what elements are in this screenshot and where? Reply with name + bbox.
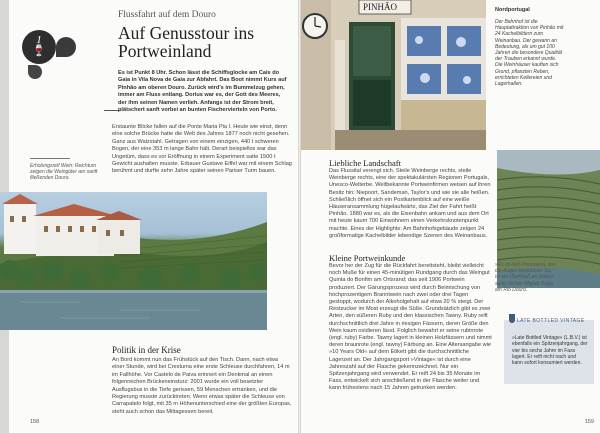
port-wine-body: Bevor her der Zug für die Rückfahrt bereitsteht, bleibt vielleicht noch Muße für einen 45-minütigen Rundgang durch das Weingut Quinta do Bonfim am Ortsrand; das seit 1906 Portwein produziert. Der Gärungsprozess wird durch Beimischung von hochprozentigem Branntwein nach zwei oder drei Tagen gestoppt, wodurch der Alkoholgehalt auf etwa 20 % steigt. Der Restzucker im Most erzeugt die Süße. Grundsätzlich gibt es zwei Arten, den süßeren Ruby und den klassischen Tawny. Ruby reift durchschnittlich drei Jahre in riesigen Fässern, deren Größe den Wein kaum oxidieren lässt. Folglich bewahrt er seine rubinrote (engl. ruby) Farbe. Tawny lagert in kleinen Holzfässern und nimmt deren braunrote (engl. tawny) Färbung an. Eine Altersangabe wie »10 Years Old« auf dem Etikett gibt die durchschnittliche Lagerzeit an. Der Jahrgangsport »Vintage« ist durch eine Jahreszahl auf der Flasche gekennzeichnet. Nur ein Spitzenjahrgang wird verwendet. Er reift 24 bis 35 Monate im Fass, entwickelt sich anschließend in der Flasche weiter und kann frühestens nach 15 Jahren getrunken werden.: [329, 263, 492, 392]
page-number: 159: [584, 419, 594, 425]
vineyard-caption: »Es ist kein Panorama, das die Augen bestaunen. Es ist ein Übermaß an Natur«, sang Dichter Miguel Torga am Rio Douro.: [495, 262, 556, 293]
station-photo: [301, 0, 486, 150]
drop-icon: [56, 37, 76, 57]
caption-divider: [30, 158, 70, 159]
drop-icon: [28, 65, 42, 79]
photo-caption: Erholungsreif Wein: Reichtum zeigen die Weingüter am sanft fließenden Douro.: [30, 163, 98, 182]
page-number: 158: [30, 419, 40, 425]
wine-glass-icon: [509, 314, 515, 323]
chapter-badge: [22, 30, 56, 64]
article-title: Auf Genusstour ins Portweinland: [118, 23, 255, 61]
winery-illustration: [0, 192, 267, 330]
article-lead: Es ist Punkt 8 Uhr. Schon lässt die Schiffsglocke am Cais do Gaia in Vila Nova de Gaia zur Abfahrt. Das Boot nimmt Kurs auf Pinhão am oberen Douro. Zurück wird's im Bummelzug gehen, immer am Fluss entlang. Dorius war es, der Gott des Meeres, der ihm seinen Namen verlieh. Anfangs ist der Strom breit, plätschert sanft vorbei an bunten Fischervierteln von Porto.: [118, 70, 287, 114]
landscape-heading: Liebliche Landschaft: [329, 158, 401, 168]
info-box: [504, 320, 594, 384]
landscape-body: Das Flussital verengt sich. Steile Weinberge rechts, steile Weinberge rechts, eine der spektakulärsten Regionen Portugals, Unesco-Welterbe. Weltbekannte Portweinfirmen weisen auf ihren Besitz hin: Niepoort, Sandeman, Taylor's und wie sie alle heißen. Schließlich öffnet sich ein Postkartenblick auf eine weiße Häuseransammlung hügelaufwärts, das Ziel der Fahrt heißt Pinhão. 1880 war es, als die Eisenbahn ankam und aus dem Ort mit heute kaum 700 Einwohnern einen Verkehrsknotenpunkt machte. Eines der Highlights: Am Bahnhofsgebäude zeigen 24 großformatige Kachelbilder lebendige Szenen des Weinanbaus.: [329, 168, 491, 239]
wine-glass-icon: 🍷: [32, 45, 46, 57]
info-box-text: »Late Bottled Vintage« (L.B.V.) ist ebenfalls ein Spitzenjahrgang, der vier bis sechs Jahre im Fass lagert. Er reift nicht nach und kann sofort konsumiert werden.: [512, 335, 588, 367]
crisis-heading: Politik in der Krise: [112, 345, 181, 355]
svg-text:PINHÃO: PINHÃO: [363, 2, 398, 12]
article-kicker: Flussfahrt auf dem Douro: [118, 10, 216, 20]
running-header: Nordportugal: [495, 7, 530, 13]
station-caption: Der Bahnhof ist die Hauptattraktion von Pinhão mit 24 Kachelbildern zum Weinanbau. Der gewann an Bedeutung, als um gut 100 Jahren die besondere Qualität der Trauben erkannt wurde. Die Weinhäuser kauften sich Grund, pflanzten Reben, errichteten Kellereien und Lagerhallen.: [495, 19, 564, 88]
port-wine-heading: Kleine Portweinkunde: [329, 253, 406, 263]
left-page: [0, 0, 298, 433]
right-page: [301, 0, 600, 433]
info-box-title: LATE BOTTLED VINTAGE: [517, 318, 585, 324]
article-body: Erstaunte Blicke fallen auf die Ponte Maria Pia I. Heute wie einst, denn eine solche Brücke hatte die Welt des Jahres 1877 noch nicht gesehen. Ganz aus Walzstahl. Getragen von einem einzigen, 440 t schweren Bogen, der eine 353 m lange Bahn hält. Derart beispiellos war das Ungetüm, dass es vor Eröffnung in einem Experiment satte 1500 t Gewicht aushalten musste. Erbauer Gustave Eiffel war mit einem Schlag berühmt und durfte zehn Jahre später seinen Pariser Turm bauen.: [112, 124, 292, 175]
divider: [104, 110, 120, 111]
badge-number: 1: [36, 34, 42, 46]
station-illustration: [301, 0, 486, 150]
winery-photo: [0, 192, 267, 330]
crisis-body: An Bord kommt nun das Frühstück auf den Tisch. Dann, nach etwa einer Stunde, wird bei Crestuma eine erste Schleuse durchfahren, 14 m im Fallhöhe. Vor Castelo de Paiva erinnert ein Denkmal an einen folgenreichen Brückeneinsturz: 2001 wurde ein voll besetzter Ausflugsbus in die Tiefe gerissen, 59 Menschen ertranken, und die Regierung musste zurücktreten. Wenn etwas später die Schleuse von Carrapatelo folgt, mit 35 m Höhenunterschied eine der größten Europas, steht auch schon das Mittagessen bereit.: [112, 357, 292, 415]
